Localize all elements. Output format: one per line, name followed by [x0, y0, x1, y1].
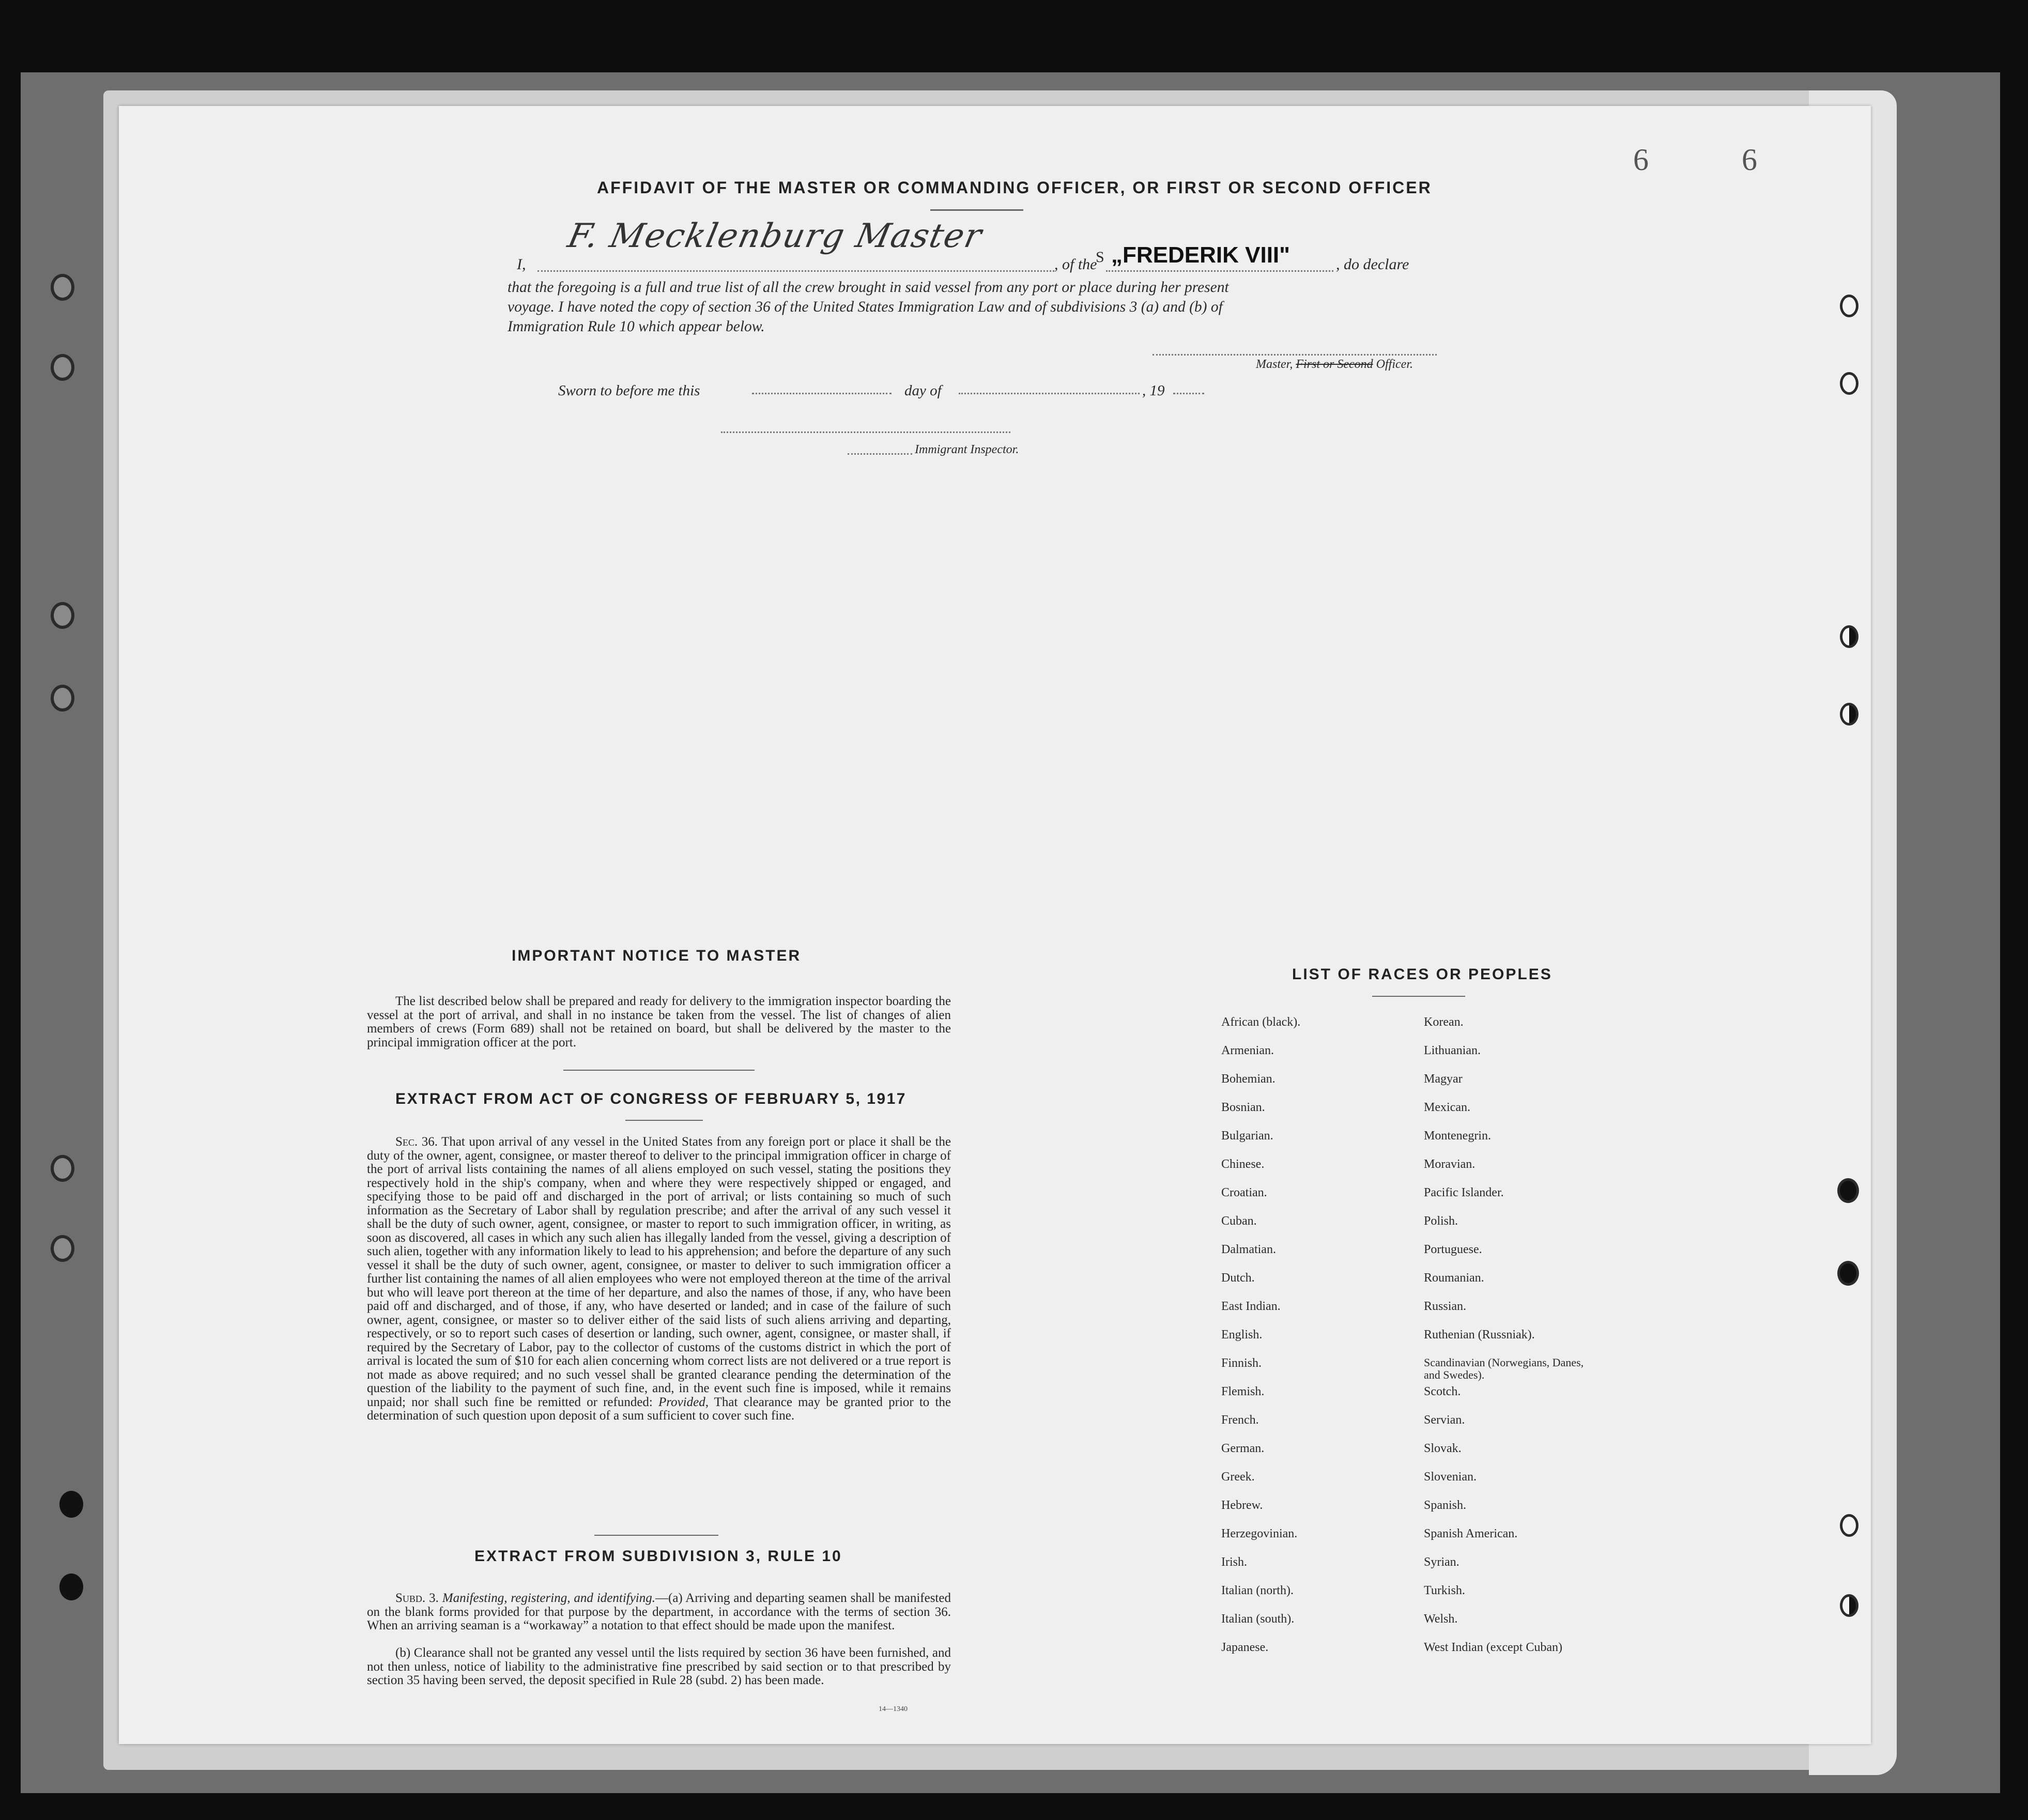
binder-hole: [1840, 295, 1858, 317]
race-item: Finnish.: [1221, 1356, 1262, 1370]
binder-hole: [1840, 1514, 1858, 1537]
race-item: Pacific Islander.: [1424, 1186, 1504, 1199]
race-item: Irish.: [1221, 1555, 1247, 1569]
race-item: English.: [1221, 1328, 1263, 1341]
divider: [1372, 996, 1465, 997]
race-item: Roumanian.: [1424, 1271, 1484, 1285]
inspector-label: Immigrant Inspector.: [915, 443, 1019, 456]
declaration-text: Immigration Rule 10 which appear below.: [508, 318, 765, 335]
race-item: Croatian.: [1221, 1186, 1267, 1199]
month-line: [959, 393, 1140, 394]
section-label: Sec. 36.: [395, 1135, 438, 1149]
master-text: Master,: [1256, 358, 1296, 371]
binder-hole: [51, 1155, 74, 1182]
page-mark: 6: [1742, 143, 1757, 177]
declaration-text: that the foregoing is a full and true list of all the crew brought in said vessel from any port or place during her present: [508, 279, 1229, 296]
race-item: Hebrew.: [1221, 1499, 1263, 1512]
act-title: EXTRACT FROM ACT OF CONGRESS OF FEBRUARY 5, 1917: [395, 1090, 907, 1107]
race-item: East Indian.: [1221, 1300, 1281, 1313]
binder-hole: [1837, 1261, 1859, 1286]
form-number: 14—1340: [879, 1705, 908, 1713]
divider: [563, 1070, 755, 1071]
race-item: Flemish.: [1221, 1385, 1265, 1398]
binder-hole: [1840, 625, 1858, 648]
binder-hole: [1837, 1178, 1859, 1203]
of-the-label: , of the: [1054, 256, 1097, 273]
notice-title: IMPORTANT NOTICE TO MASTER: [512, 947, 802, 964]
declaration-text: voyage. I have noted the copy of section 36 of the United States Immigration Law and of subdivisions 3 (a) and (b) of: [508, 299, 1223, 315]
race-item: Mexican.: [1424, 1101, 1470, 1114]
binder-hole: [1840, 372, 1858, 395]
subd-heading: Manifesting, registering, and identifying.: [442, 1591, 655, 1605]
race-item: Slovenian.: [1424, 1470, 1477, 1484]
race-item: Spanish.: [1424, 1499, 1467, 1512]
master-signature-line: [1153, 354, 1437, 356]
race-item: Herzegovinian.: [1221, 1527, 1298, 1540]
race-item: Japanese.: [1221, 1641, 1269, 1654]
para-a-text: —(a) Arriving and departing seamen shall be manifested on the blank forms provided for that purpose by the department, in accordance with the terms of section 36. When an arriving seaman is a “workaway” a notation to that effect should be made upon the manifest.: [367, 1591, 951, 1632]
rule10-para-b: (b) Clearance shall not be granted any vessel until the lists required by section 36 have been furnished, and not then unless, notice of liability to the administrative fine prescribed by said section or to that prescribed by section 35 having been served, the deposit specified in Rule 28 (subd. 2) has been made.: [367, 1646, 951, 1687]
race-item: Bohemian.: [1221, 1072, 1276, 1086]
race-item: Welsh.: [1424, 1612, 1458, 1626]
ship-prefix: S: [1096, 249, 1104, 266]
race-item: Italian (north).: [1221, 1584, 1294, 1597]
race-item: Italian (south).: [1221, 1612, 1295, 1626]
race-item: Bosnian.: [1221, 1101, 1265, 1114]
divider: [930, 209, 1023, 211]
race-item: Greek.: [1221, 1470, 1255, 1484]
notice-body: The list described below shall be prepared and ready for delivery to the immigration inspector boarding the vessel at the port of arrival, and shall in no instance be taken from the vessel. The list of changes of alien members of crews (Form 689) shall not be retained on board, but shall be delivered by the master to the principal immigration officer at the port.: [367, 994, 951, 1050]
binder-hole: [51, 1235, 74, 1262]
sworn-label: Sworn to before me this: [558, 382, 700, 399]
races-title: LIST OF RACES OR PEOPLES: [1292, 966, 1553, 983]
do-declare-label: , do declare: [1336, 256, 1409, 273]
divider: [594, 1535, 718, 1536]
races-column-2: [1424, 1015, 1594, 1669]
binder-hole: [1840, 703, 1858, 726]
binder-hole: [51, 602, 74, 629]
binder-hole: [51, 274, 74, 301]
affidavit-page: [119, 106, 1871, 1744]
race-item: Korean.: [1424, 1015, 1464, 1029]
signature-line: [537, 270, 1054, 272]
divider: [625, 1120, 703, 1121]
act-text: That upon arrival of any vessel in the United States from any foreign port or place it shall be the duty of the owner, agent, consignee, or master thereof to deliver to the principal immigration officer in charge of the port of arrival lists containing the names of all aliens employed on such vessel, stating the positions they respectively hold in the ship's company, when and where they were respectively shipped or engaged, and specifying those to be paid off and discharged in the port of arrival; or lists containing so much of such information as the Secretary of Labor shall by regulation prescribe; and after the arrival of any such vessel it shall be the duty of such owner, agent, consignee, or master to report to such immigration officer, in writing, as soon as discovered, all cases in which any such alien has illegally landed from the vessel, giving a description of such alien, together with any information likely to lead to his apprehension; and before the departure of any such vessel it shall be the duty of such owner, agent, consignee, or master to deliver to such immigration officer a further list containing the names of all alien employees who were not employed thereon at the time of the arrival but who will leave port thereon at the time of her departure, and also the names of those, if any, who have been paid off and discharged, and of those, if any, who have deserted or landed; and in case of the failure of such owner, agent, consignee, or master so to deliver either of the said lists of such aliens arriving and departing, respectively, or so to report such cases of desertion or landing, such owner, agent, consignee, or master shall, if required by the Secretary of Labor, pay to the collector of customs of the customs district in which the port of arrival is located the sum of $10 for each alien concerning whom correct lists are not delivered or a true report is not made as above required; and no such vessel shall be granted clearance pending the determination of the question of the liability to the payment of such fine, and, in the event such fine is imposed, while it remains unpaid; nor shall such fine be remitted or refunded:: [367, 1135, 951, 1409]
race-item: Lithuanian.: [1424, 1044, 1481, 1057]
rule10-para-a: [367, 1592, 951, 1633]
race-item: Turkish.: [1424, 1584, 1465, 1597]
inspector-line: [721, 431, 1010, 433]
officer-text: Officer.: [1373, 358, 1413, 371]
inspector-line-short: [848, 453, 912, 455]
race-item: Polish.: [1424, 1214, 1458, 1228]
day-of-label: day of: [904, 382, 942, 399]
race-item: German.: [1221, 1442, 1265, 1455]
race-item: Chinese.: [1221, 1158, 1265, 1171]
rule10-title: EXTRACT FROM SUBDIVISION 3, RULE 10: [474, 1548, 842, 1565]
race-item: Slovak.: [1424, 1442, 1462, 1455]
race-item: Russian.: [1424, 1300, 1467, 1313]
provided-word: Provided,: [658, 1395, 709, 1409]
ship-name: „FREDERIK VIII": [1111, 242, 1290, 268]
race-item: French.: [1221, 1413, 1259, 1427]
race-item: Bulgarian.: [1221, 1129, 1273, 1143]
ship-line: [1106, 270, 1333, 272]
binder-hole: [1840, 1594, 1858, 1617]
race-item: West Indian (except Cuban): [1424, 1641, 1562, 1654]
race-item: Cuban.: [1221, 1214, 1257, 1228]
binder-hole: [51, 685, 74, 712]
handwritten-signature: F. Mecklenburg Master: [564, 217, 986, 255]
race-item: Ruthenian (Russniak).: [1424, 1328, 1535, 1341]
races-column-1: [1221, 1015, 1300, 1669]
race-item: Armenian.: [1221, 1044, 1274, 1057]
act-text-end: That clearance may be granted prior to the determination of such question upon deposit of a sum sufficient to cover such fine.: [367, 1395, 951, 1423]
race-item: Scotch.: [1424, 1385, 1461, 1398]
binder-hole: [59, 1491, 83, 1518]
race-item: Servian.: [1424, 1413, 1465, 1427]
master-label: [1256, 358, 1413, 372]
binder-hole: [59, 1574, 83, 1600]
struck-text: First or Second: [1296, 358, 1373, 371]
race-item: Dutch.: [1221, 1271, 1255, 1285]
race-item: African (black).: [1221, 1015, 1301, 1029]
act-body: [367, 1135, 951, 1423]
year-line: [1173, 393, 1204, 394]
binder-hole: [51, 354, 74, 381]
year-label: , 19: [1142, 382, 1165, 399]
page-mark: 6: [1633, 143, 1649, 177]
i-label: I,: [517, 256, 526, 273]
race-item: Magyar: [1424, 1072, 1463, 1086]
day-line: [752, 393, 892, 394]
race-item: Montenegrin.: [1424, 1129, 1491, 1143]
race-item: Moravian.: [1424, 1158, 1476, 1171]
race-item: Dalmatian.: [1221, 1243, 1276, 1256]
race-item: Portuguese.: [1424, 1243, 1482, 1256]
affidavit-title: AFFIDAVIT OF THE MASTER OR COMMANDING OFFICER, OR FIRST OR SECOND OFFICER: [597, 178, 1432, 197]
race-item: Syrian.: [1424, 1555, 1459, 1569]
race-item: Scandinavian (Norwegians, Danes, and Swedes).: [1424, 1356, 1584, 1381]
race-item: Spanish American.: [1424, 1527, 1518, 1540]
subd-label: Subd. 3.: [395, 1591, 439, 1605]
